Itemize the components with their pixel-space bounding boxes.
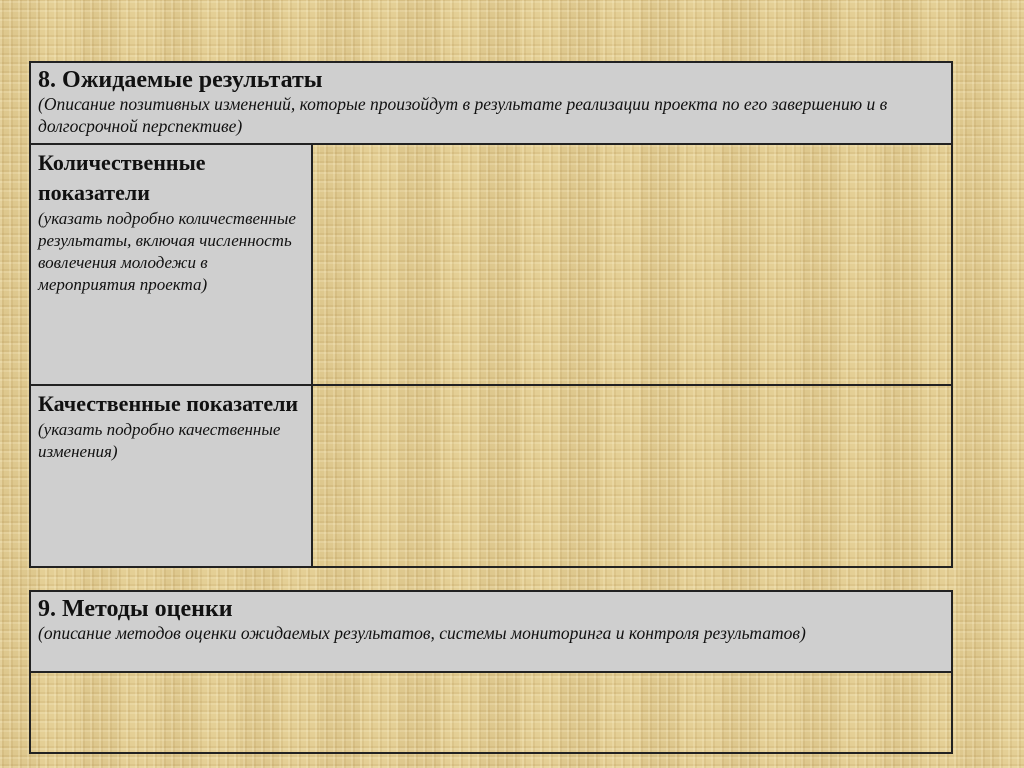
section8-header <box>30 62 952 144</box>
qualitative-label-cell <box>30 385 312 567</box>
section8-subtitle: (Описание позитивных изменений, которые произойдут в результате реализации проекта по его завершению и в долгосрочной перспективе) <box>38 94 888 136</box>
quantitative-label: Количественные показатели <box>38 150 206 205</box>
section9-title: 9. Методы оценки <box>38 596 233 622</box>
section8-title: 8. Ожидаемые результаты <box>38 67 323 93</box>
evaluation-methods-value-cell[interactable] <box>30 672 952 753</box>
quantitative-hint: (указать подробно количественные результаты, включая численность вовлечения молодежи в мероприятия проекта) <box>38 209 296 294</box>
quantitative-value-cell[interactable] <box>312 144 952 385</box>
quantitative-label-cell <box>30 144 312 385</box>
evaluation-methods-table <box>29 590 953 754</box>
qualitative-label: Качественные показатели <box>38 391 299 416</box>
expected-results-table <box>29 61 953 568</box>
qualitative-value-cell[interactable] <box>312 385 952 567</box>
qualitative-hint: (указать подробно качественные изменения) <box>38 420 281 461</box>
section9-header <box>30 591 952 672</box>
section9-subtitle: (описание методов оценки ожидаемых результатов, системы мониторинга и контроля результатов) <box>38 623 806 643</box>
